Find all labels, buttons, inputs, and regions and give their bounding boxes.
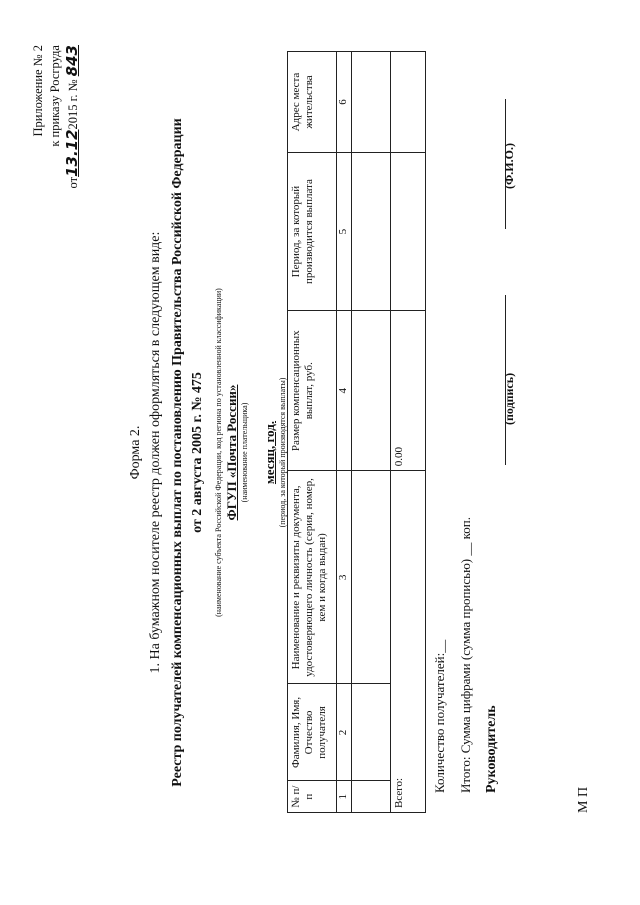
head-label: Руководитель bbox=[484, 705, 499, 793]
handwritten-number: 843 bbox=[63, 45, 81, 77]
payer-value bbox=[224, 0, 240, 905]
table-cell: 1 bbox=[337, 781, 352, 813]
table-cell bbox=[352, 153, 391, 311]
header-number: № п/п bbox=[288, 781, 337, 813]
payer-caption: (наименование плательщика) bbox=[240, 402, 249, 503]
table-total-row bbox=[391, 52, 426, 813]
fio-caption: (Ф.И.О.) bbox=[502, 143, 516, 189]
intro-text: 1. На бумажном носителе реестр должен оформляться в следующем виде: bbox=[148, 231, 163, 674]
header-payment-period: Период, за который производится выплата bbox=[288, 153, 337, 311]
table-header-row bbox=[288, 52, 337, 813]
appendix-block bbox=[30, 45, 82, 205]
header-payment-amount: Размер компенсационных выплат, руб. bbox=[288, 311, 337, 471]
form-title: Форма 2. bbox=[128, 425, 143, 480]
registry-title: Реестр получателей компенсационных выплат по постановлению Правительства Российской Федерации bbox=[170, 118, 185, 787]
header-full-name: Фамилия, Имя, Отчество получателя bbox=[288, 684, 337, 781]
signature-caption: (подпись) bbox=[502, 372, 516, 425]
total-in-words: Итого: Сумма цифрами (сумма прописью) __ коп. bbox=[458, 517, 473, 793]
appendix-order: к приказу Росгруда bbox=[48, 45, 62, 147]
appendix-date bbox=[64, 45, 82, 205]
registry-date: от 2 августа 2005 г. № 475 bbox=[190, 372, 205, 533]
table-cell: 2 bbox=[337, 684, 352, 781]
table-cell bbox=[352, 311, 391, 471]
table-cell bbox=[352, 52, 391, 153]
period-value bbox=[262, 0, 278, 905]
table-cell bbox=[352, 781, 391, 813]
subject-caption: (наименование субъекта Российской Федерации, код региона по установленной классификации) bbox=[214, 288, 223, 617]
table-cell: 3 bbox=[337, 471, 352, 684]
total-label: Всего: bbox=[391, 471, 426, 813]
table-cell bbox=[352, 684, 391, 781]
registry-table bbox=[287, 51, 426, 813]
table-cell: 6 bbox=[337, 52, 352, 153]
header-id-document: Наименование и реквизиты документа, удостоверяющего личность (серия, номер, кем и когда выдан) bbox=[288, 471, 337, 684]
table-cell: 5 bbox=[337, 153, 352, 311]
date-prefix: от bbox=[66, 176, 80, 189]
table-cell bbox=[391, 52, 426, 153]
total-value: 0.00 bbox=[391, 311, 426, 471]
recipients-count: Количество получателей:__ bbox=[432, 639, 447, 793]
table-row bbox=[352, 52, 391, 813]
handwritten-date: 13.12 bbox=[63, 129, 81, 177]
header-address: Адрес места жительства bbox=[288, 52, 337, 153]
table-cell bbox=[352, 471, 391, 684]
seal-label: М П bbox=[576, 786, 591, 813]
payer-name: ФГУП «Почта России» bbox=[224, 384, 239, 521]
table-row bbox=[337, 52, 352, 813]
date-suffix: 2015 г. № bbox=[66, 79, 80, 130]
appendix-title: Приложение № 2 bbox=[31, 45, 45, 137]
period-caption: (период, за который производятся выплаты) bbox=[278, 377, 287, 528]
table-cell bbox=[391, 153, 426, 311]
table-cell: 4 bbox=[337, 311, 352, 471]
period-text: месяц, год. bbox=[262, 420, 277, 485]
